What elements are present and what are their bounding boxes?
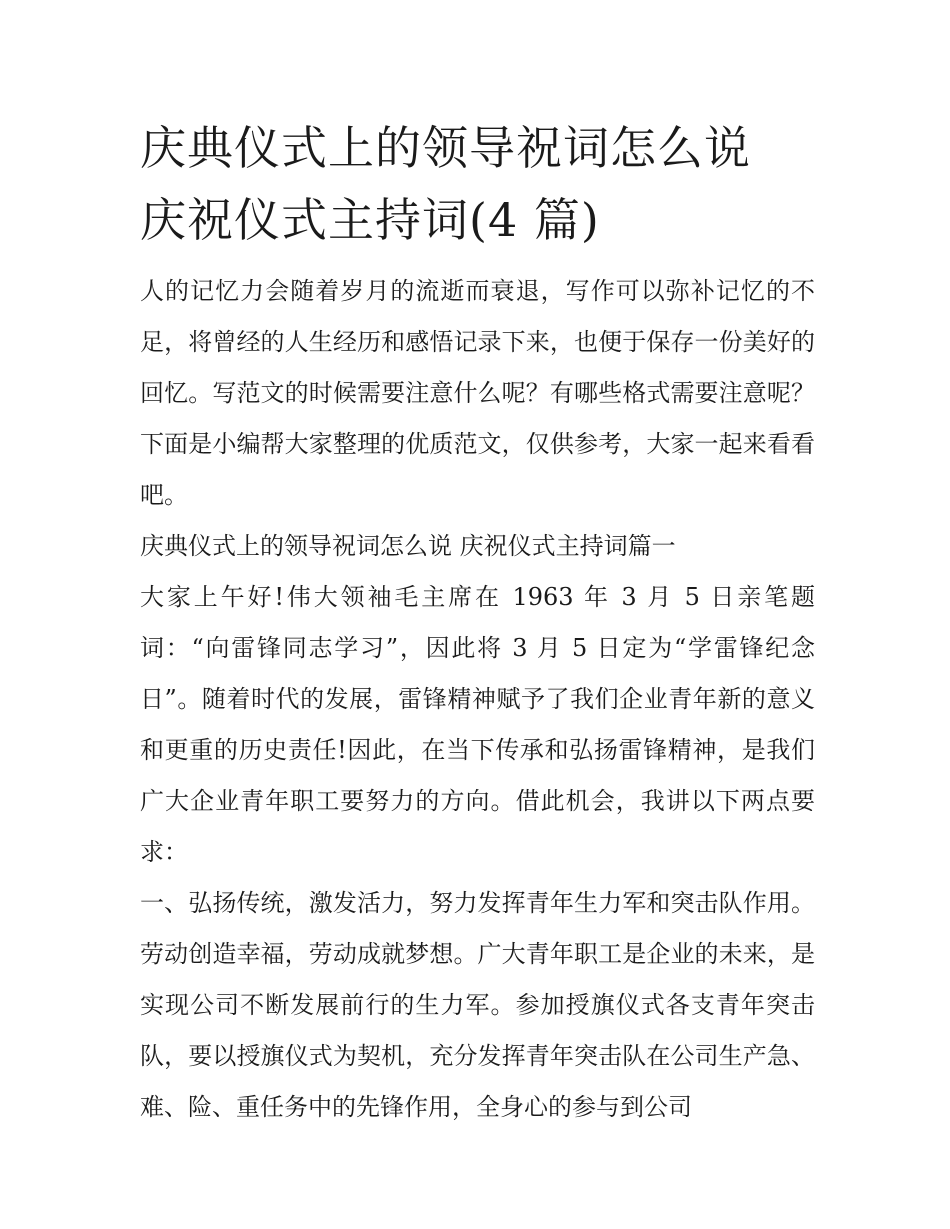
- document-page: [140, 112, 815, 1133]
- body-paragraph-1: 大家上午好!伟大领袖毛主席在 1963 年 3 月 5 日亲笔题词：“向雷锋同志学习”，因此将 3 月 5 日定为“学雷锋纪念日”。随着时代的发展，雷锋精神赋予了我们企业青年新的意义和更重的历史责任!因此，在当下传承和弘扬雷锋精神，是我们广大企业青年职工要努力的方向。借此机会，我讲以下两点要求：: [140, 583, 815, 866]
- body-paragraph-2: 一、弘扬传统，激发活力，努力发挥青年生力军和突击队作用。劳动创造幸福，劳动成就梦想。广大青年职工是企业的未来，是实现公司不断发展前行的生力军。参加授旗仪式各支青年突击队，要以授旗仪式为契机，充分发挥青年突击队在公司生产急、难、险、重任务中的先锋作用，全身心的参与到公司: [140, 889, 815, 1121]
- document-title: [140, 112, 815, 256]
- intro-paragraph: 人的记忆力会随着岁月的流逝而衰退，写作可以弥补记忆的不足，将曾经的人生经历和感悟记录下来，也便于保存一份美好的回忆。写范文的时候需要注意什么呢？有哪些格式需要注意呢？下面是小编帮大家整理的优质范文，仅供参考，大家一起来看看吧。: [140, 277, 815, 509]
- title-line-1: 庆典仪式上的领导祝词怎么说: [140, 121, 751, 175]
- title-line-2: 庆祝仪式主持词(4 篇): [140, 193, 600, 247]
- section-heading: 庆典仪式上的领导祝词怎么说 庆祝仪式主持词篇一: [140, 532, 676, 560]
